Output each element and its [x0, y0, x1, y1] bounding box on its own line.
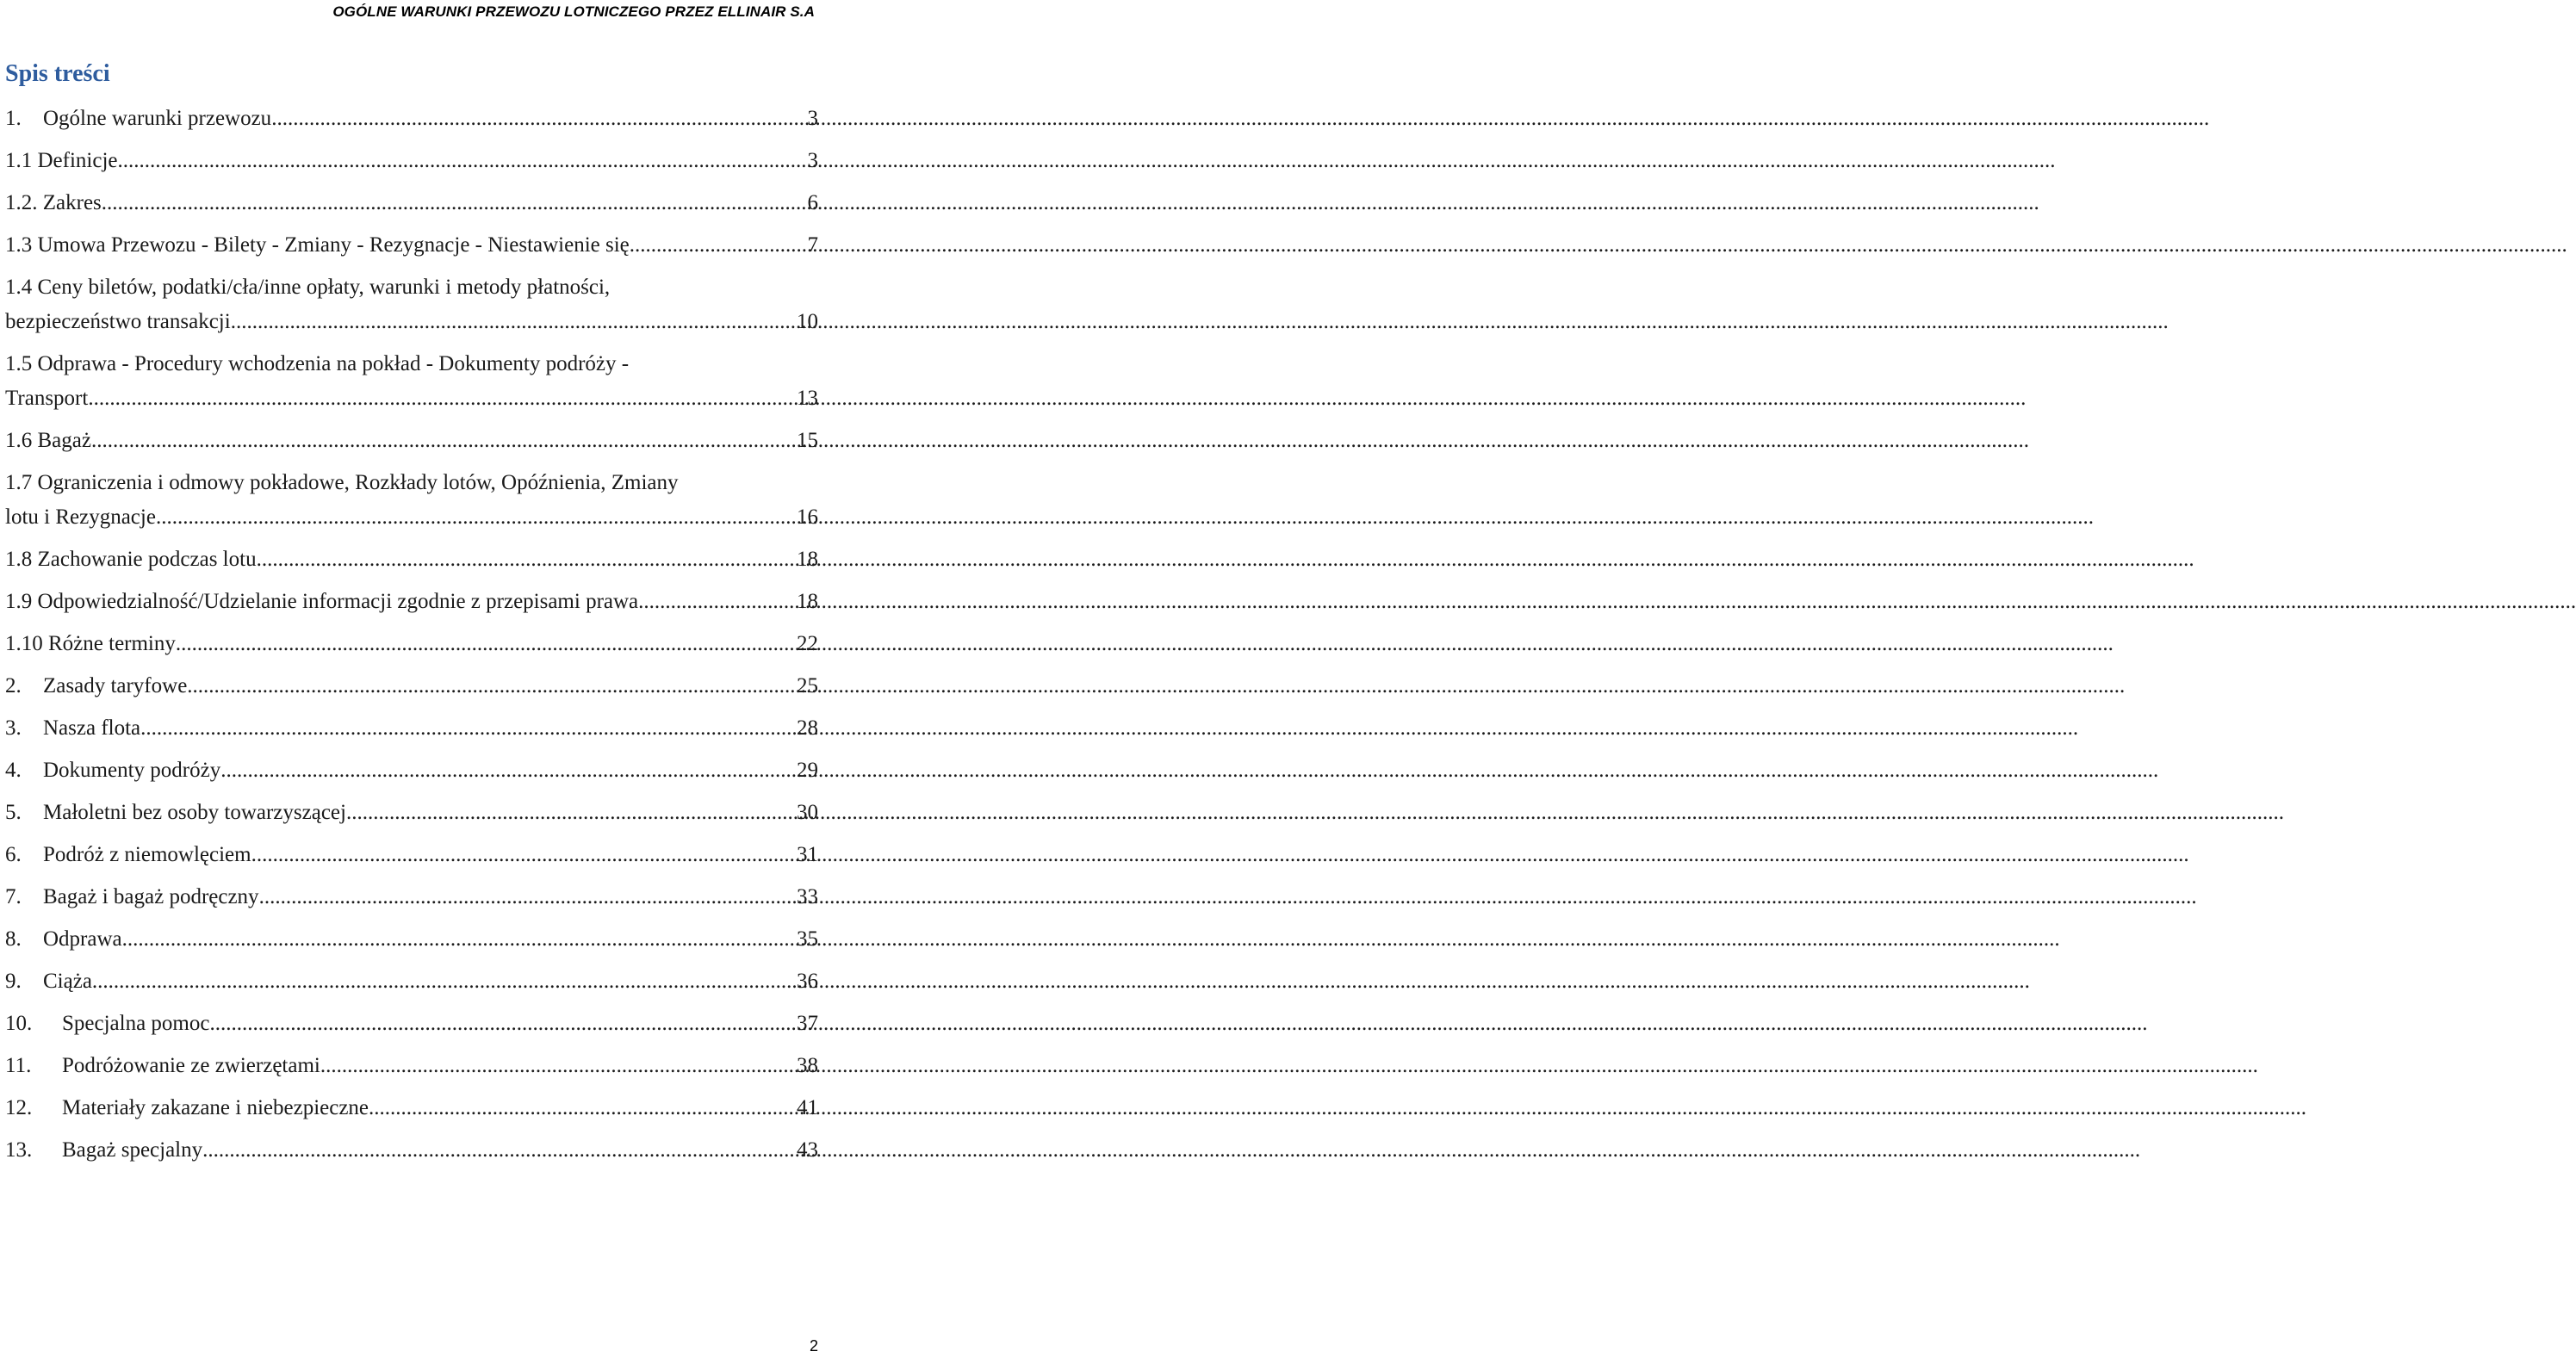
toc-entry[interactable]	[5, 838, 818, 872]
toc-entry-text: 1.1 Definicje	[5, 149, 118, 172]
toc-entry[interactable]	[5, 796, 818, 830]
dot-leader	[220, 753, 794, 788]
dot-leader	[118, 144, 805, 178]
dot-leader	[140, 711, 794, 746]
toc-entry-text-line1: 1.7 Ograniczenia i odmowy pokładowe, Rozkłady lotów, Opóźnienia, Zmiany	[5, 471, 679, 494]
dot-leader	[259, 880, 794, 914]
toc-entry-number: 11.	[5, 1054, 32, 1077]
toc-entry-text-line1: 1.4 Ceny biletów, podatki/cła/inne opłaty, warunki i metody płatności,	[5, 276, 611, 299]
dot-leader	[231, 305, 794, 339]
toc-entry-text: Podróż z niemowlęciem	[43, 843, 251, 866]
toc-entry-row	[5, 1007, 818, 1041]
toc-entry[interactable]	[5, 1133, 818, 1168]
toc-entry-page: 10	[797, 310, 818, 333]
toc-entry[interactable]	[5, 466, 818, 535]
toc-entry[interactable]	[5, 880, 818, 914]
page-number: 2	[809, 1337, 818, 1355]
dot-leader	[346, 796, 794, 830]
toc-entry-row	[5, 1133, 818, 1168]
toc-entry-number: 2.	[5, 674, 22, 697]
toc-entry-number: 12.	[5, 1096, 33, 1119]
toc-entry-page: 43	[797, 1138, 818, 1162]
toc-entry-row	[5, 627, 818, 661]
toc-entry-text: 1.6 Bagaż	[5, 429, 91, 452]
toc-entry[interactable]	[5, 102, 818, 136]
toc-entry[interactable]	[5, 347, 818, 416]
toc-entry-text: lotu i Rezygnacje	[5, 505, 156, 529]
toc-entry-row	[5, 305, 818, 339]
toc-entry-text: 1.9 Odpowiedzialność/Udzielanie informacji zgodnie z przepisami prawa	[5, 590, 639, 613]
toc-entry-text: Dokumenty podróży	[43, 759, 221, 782]
toc-entry-text: 1.2. Zakres	[5, 191, 102, 214]
dot-leader	[202, 1133, 794, 1168]
toc-entry-text: 1.8 Zachowanie podczas lotu	[5, 548, 257, 571]
toc-entry-number: 1.	[5, 107, 22, 130]
toc-entry[interactable]	[5, 627, 818, 661]
toc-entry-page: 18	[797, 548, 818, 571]
toc-entry-page: 25	[797, 674, 818, 697]
toc-entry-page: 18	[797, 590, 818, 613]
dot-leader	[320, 1049, 794, 1083]
toc-entry-row	[5, 1091, 818, 1125]
toc-entry-text: Nasza flota	[43, 716, 141, 740]
toc-entry-page: 37	[797, 1012, 818, 1035]
toc-entry-text: Ciąża	[43, 970, 92, 993]
toc-entry-row	[5, 711, 818, 746]
toc-entry-page: 15	[797, 429, 818, 452]
dot-leader	[88, 381, 794, 416]
toc-entry[interactable]	[5, 228, 818, 263]
toc-entry[interactable]	[5, 753, 818, 788]
toc-entry[interactable]	[5, 1049, 818, 1083]
toc-entry-number: 7.	[5, 885, 22, 908]
toc-entry-row	[5, 669, 818, 704]
toc-entry-page: 22	[797, 632, 818, 655]
toc-entry-number: 13.	[5, 1138, 33, 1162]
dot-leader	[630, 228, 805, 263]
toc-entry[interactable]	[5, 585, 818, 619]
toc-entry-text: Bagaż i bagaż podręczny	[43, 885, 259, 908]
toc-entry-text: Specjalna pomoc	[62, 1012, 210, 1035]
toc-entry-page: 29	[797, 759, 818, 782]
toc-entry-text: Podróżowanie ze zwierzętami	[62, 1054, 320, 1077]
toc-entry-text: bezpieczeństwo transakcji	[5, 310, 231, 333]
toc-entry-text-line1: 1.5 Odprawa - Procedury wchodzenia na pokład - Dokumenty podróży -	[5, 352, 630, 375]
toc-entry-row	[5, 585, 818, 619]
dot-leader	[187, 669, 794, 704]
toc-entry-page: 36	[797, 970, 818, 993]
toc-entry-row	[5, 1049, 818, 1083]
dot-leader	[638, 585, 794, 619]
toc-entry-text: 1.10 Różne terminy	[5, 632, 176, 655]
toc-entry[interactable]	[5, 542, 818, 577]
toc-entry[interactable]	[5, 424, 818, 458]
dot-leader	[156, 500, 794, 535]
toc-entry-number: 8.	[5, 927, 22, 951]
toc-entry[interactable]	[5, 922, 818, 957]
dot-leader	[102, 186, 805, 220]
toc-entry-row	[5, 542, 818, 577]
toc-entry-page: 13	[797, 387, 818, 410]
toc-entry[interactable]	[5, 1091, 818, 1125]
toc-entry-row	[5, 500, 818, 535]
document-header: OGÓLNE WARUNKI PRZEWOZU LOTNICZEGO PRZEZ ELLINAIR S.A	[332, 3, 815, 20]
toc-entry-page: 31	[797, 843, 818, 866]
toc-entry-text: Materiały zakazane i niebezpieczne	[62, 1096, 369, 1119]
toc-entry-row	[5, 964, 818, 999]
toc-entry-row	[5, 102, 818, 136]
toc-entry[interactable]	[5, 964, 818, 999]
toc-entry-row	[5, 922, 818, 957]
toc-entry-row	[5, 838, 818, 872]
toc-entry-page: 41	[797, 1096, 818, 1119]
toc-title: Spis treści	[5, 60, 110, 87]
toc-entry[interactable]	[5, 711, 818, 746]
toc-entry-text: Odprawa	[43, 927, 122, 951]
toc-entry-row	[5, 796, 818, 830]
toc-entry-page: 16	[797, 505, 818, 529]
dot-leader	[91, 424, 794, 458]
dot-leader	[122, 922, 794, 957]
toc-entry[interactable]	[5, 1007, 818, 1041]
toc-entry-text: 1.3 Umowa Przewozu - Bilety - Zmiany - Rezygnacje - Niestawienie się	[5, 233, 630, 257]
toc-entry-page: 3	[807, 107, 818, 130]
toc-entry-page: 30	[797, 801, 818, 824]
toc-entry-row	[5, 424, 818, 458]
toc-entry-number: 10.	[5, 1012, 33, 1035]
dot-leader	[209, 1007, 794, 1041]
toc-entry-number: 5.	[5, 801, 22, 824]
toc-entry-text: Bagaż specjalny	[62, 1138, 203, 1162]
toc-entry-row	[5, 753, 818, 788]
toc-entry-page: 35	[797, 927, 818, 951]
dot-leader	[176, 627, 794, 661]
toc-entry-row	[5, 228, 818, 263]
toc-entry-page: 3	[807, 149, 818, 172]
dot-leader	[257, 542, 794, 577]
toc-entry-text: Zasady taryfowe	[43, 674, 188, 697]
dot-leader	[251, 838, 794, 872]
toc-entry-page: 38	[797, 1054, 818, 1077]
toc-entry-page: 7	[807, 233, 818, 257]
toc-entry-row	[5, 144, 818, 178]
toc-entry-page: 33	[797, 885, 818, 908]
toc-entry[interactable]	[5, 270, 818, 339]
toc-entry-page: 28	[797, 716, 818, 740]
toc-entry-number: 9.	[5, 970, 22, 993]
toc-entry-text: Transport	[5, 387, 89, 410]
toc-entry-row	[5, 381, 818, 416]
toc-entry-row	[5, 880, 818, 914]
dot-leader	[92, 964, 794, 999]
dot-leader	[271, 102, 804, 136]
toc-entry-page: 6	[807, 191, 818, 214]
toc-entry[interactable]	[5, 186, 818, 220]
toc-entry-number: 4.	[5, 759, 22, 782]
toc-entry[interactable]	[5, 669, 818, 704]
toc-entry[interactable]	[5, 144, 818, 178]
toc-entry-number: 6.	[5, 843, 22, 866]
toc-entry-text: Ogólne warunki przewozu	[43, 107, 272, 130]
dot-leader	[369, 1091, 794, 1125]
table-of-contents	[5, 102, 818, 1175]
toc-entry-number: 3.	[5, 716, 22, 740]
toc-entry-text: Małoletni bez osoby towarzyszącej	[43, 801, 346, 824]
toc-entry-row	[5, 186, 818, 220]
